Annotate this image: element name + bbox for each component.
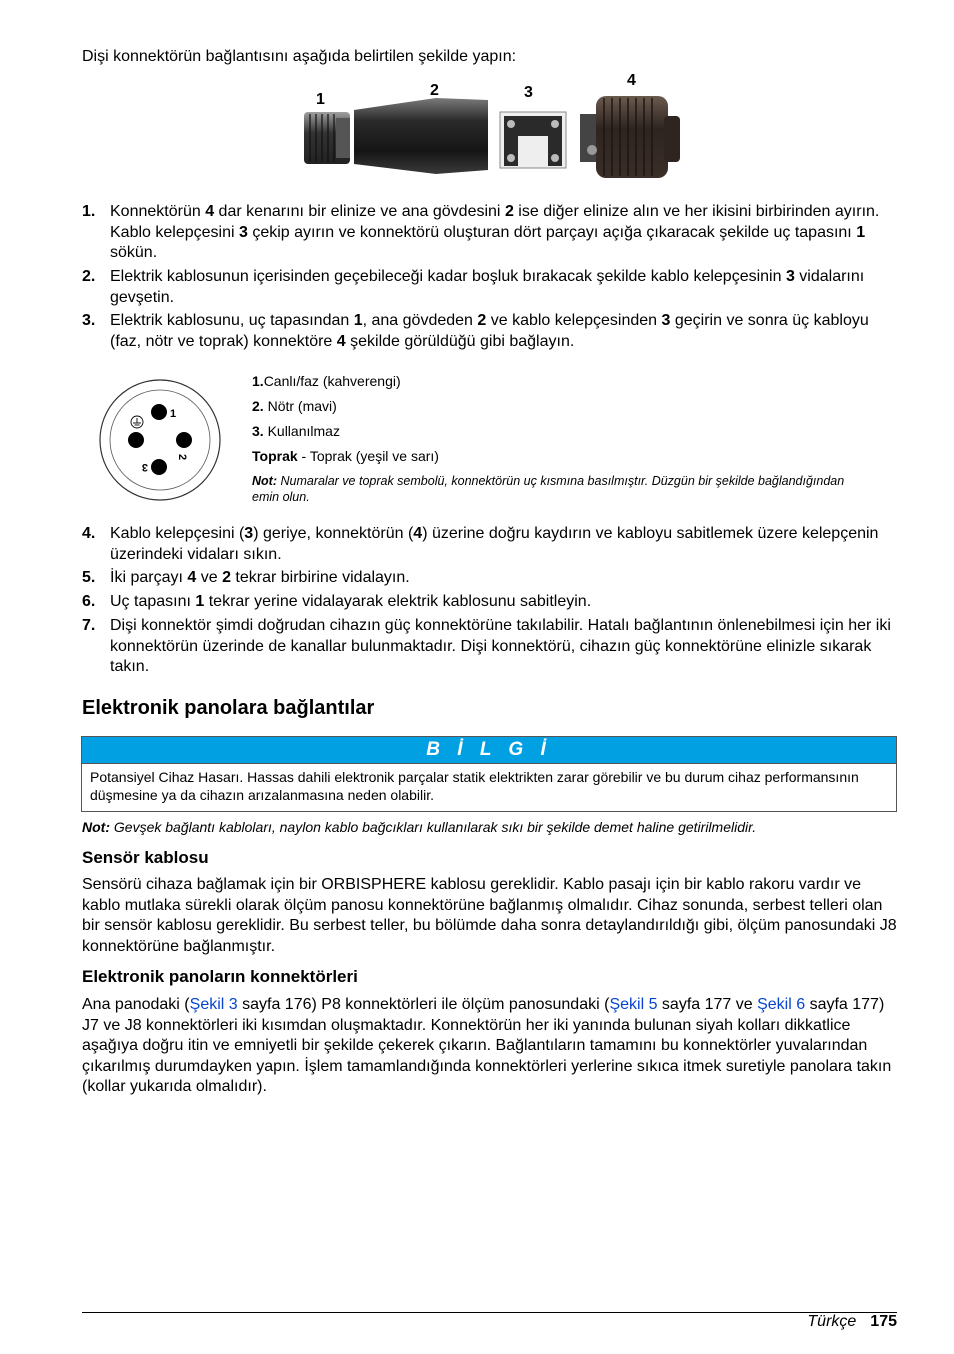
step-text: Uç tapasını	[110, 593, 196, 610]
step-text: tekrar yerine vidalayarak elektrik kablosunu sabitleyin.	[204, 593, 592, 610]
photo-label-4: 4	[627, 72, 636, 89]
photo-label-3: 3	[524, 84, 533, 101]
step-number: 2.	[82, 268, 96, 285]
connector-parts-photo	[296, 70, 686, 180]
step-4	[82, 524, 897, 565]
part-ref: 3	[661, 312, 671, 329]
part-2-main-body	[354, 98, 488, 174]
figure-5-link[interactable]: Şekil 5	[609, 996, 658, 1013]
legend-item: Toprak - Toprak (yeşil ve sarı)	[252, 448, 439, 464]
step-text: ) üzerine doğru kaydırın ve kabloyu sabitlemek üzere kelepçenin üzerindeki vidaları sıkın.	[110, 525, 879, 563]
cable-note: Not: Gevşek bağlantı kabloları, naylon kablo bağcıkları kullanılarak sıkı bir şekilde demet haline getirilmelidir.	[82, 819, 757, 835]
connector-pin-diagram	[98, 378, 222, 502]
footer-language: Türkçe	[807, 1313, 857, 1330]
part-ref: 3	[244, 525, 254, 542]
step-number: 3.	[82, 312, 96, 329]
figure-6-link[interactable]: Şekil 6	[757, 996, 806, 1013]
pin-label-3: 3	[141, 461, 148, 473]
pin-1	[151, 404, 167, 420]
step-text: ise diğer elinize alın ve her ikisini birbirinden ayırın. Kablo kelepçesini	[110, 203, 880, 241]
step-text: geçirin ve sonra üç kabloyu (faz, nötr ve toprak) konnektöre	[110, 312, 869, 350]
step-number: 7.	[82, 617, 96, 634]
part-ref: 4	[187, 569, 197, 586]
legend-item: 2. Nötr (mavi)	[252, 398, 337, 414]
step-text: Dişi konnektör şimdi doğrudan cihazın güç konnektörüne takılabilir. Hatalı bağlantının önlenebilmesi için her iki konnektörün üzerinde de kanallar bulunmaktadır. Dişi konnektörü, cihazın güç konnektörüne elinizle sıkarak takın.	[110, 617, 891, 675]
step-number: 6.	[82, 593, 96, 610]
sensor-cable-text: Sensörü cihaza bağlamak için bir ORBISPHERE kablosu gereklidir. Kablo pasajı için bir kablo rakoru vardır ve kablo mutlaka sürekli olarak ölçüm panosu konnektörüne bağlanmış olmalıdır. Cihaz sonunda, serbest telleri olan bir sensör kablosu gereklidir. Bu serbest teller, bu bölümde daha sonra detaylandırıldığı gibi, ölçüm panosundaki J8 konnektörüne bağlanmıştır.	[82, 876, 897, 955]
step-text: sökün.	[110, 244, 158, 261]
step-text: ve kablo kelepçesinden	[486, 312, 662, 329]
part-ref: 4	[205, 203, 215, 220]
panel-connectors-text: Ana panodaki (Şekil 3 sayfa 176) P8 konnektörleri ile ölçüm panosundaki (Şekil 5 sayfa 177 ve Şekil 6 sayfa 177) J7 ve J8 konnektörleri iki kısımdan oluşmaktadır. Konnektörün her iki yanında bulunan siyah kolları dikkatlice aşağıya doğru itin ve emniyetli bir şekilde çekerek çıkarın. Bağlantıların tamamını bu konnektörler yuvalarından çıkarılmış durumdayken yapın. İşlem tamamlandığında konnektörleri yerlerine sıkıca itmek suretiyle panolara takın (kollar yukarıda olmalıdır).	[82, 996, 892, 1095]
step-text: İki parçayı	[110, 569, 188, 586]
step-text: , ana gövdeden	[362, 312, 478, 329]
figure-3-link[interactable]: Şekil 3	[189, 996, 238, 1013]
part-ref: 1	[856, 223, 866, 241]
step-text: ) geriye, konnektörün (	[253, 525, 414, 542]
step-number: 1.	[82, 203, 96, 220]
legend-note: Not: Numaralar ve toprak sembolü, konnektörün uç kısmına basılmıştır. Düzgün bir şekilde bağlandığından emin olun.	[252, 474, 845, 504]
pin-label-1: 1	[170, 408, 177, 420]
step-text: Elektrik kablosunun içerisinden geçebileceği kadar boşluk bırakacak şekilde kablo kelepçesinin	[110, 268, 786, 285]
photo-label-1: 1	[316, 91, 325, 108]
step-7	[82, 616, 897, 678]
sensor-cable-heading: Sensör kablosu	[82, 848, 209, 867]
part-ref: 1	[195, 593, 205, 610]
pin-label-2: 2	[176, 454, 188, 461]
step-text: şekilde görüldüğü gibi bağlayın.	[345, 332, 575, 350]
section-title: Elektronik panolara bağlantılar	[82, 697, 375, 719]
part-ref: 2	[477, 312, 487, 329]
part-4-connector-head	[580, 96, 680, 178]
part-ref: 4	[336, 332, 346, 350]
page-footer	[807, 1312, 897, 1332]
part-ref: 3	[238, 223, 248, 241]
footer-divider	[82, 1312, 897, 1313]
legend-item: 1.Canlı/faz (kahverengi)	[252, 373, 401, 389]
step-text: Konnektörün	[110, 203, 206, 220]
part-1-end-cap	[304, 112, 350, 164]
step-5	[82, 568, 897, 589]
part-ref: 3	[785, 268, 795, 285]
pin-ground	[128, 432, 144, 448]
notice-text: Potansiyel Cihaz Hasarı. Hassas dahili elektronik parçalar statik elektrikten zarar görebilir ve bu durum cihaz performansının düşmesine ya da cihazın arızalanmasına neden olabilir.	[90, 769, 859, 803]
step-3	[82, 311, 897, 352]
step-text: çekip ayırın ve konnektörü oluşturan dört parçayı açığa çıkaracak şekilde uç tapasını	[247, 223, 857, 241]
step-text: tekrar birbirine vidalayın.	[230, 569, 410, 586]
panel-connectors-heading: Elektronik panoların konnektörleri	[82, 967, 358, 986]
notice-box	[81, 736, 897, 812]
part-ref: 2	[504, 203, 514, 220]
part-ref: 1	[353, 312, 363, 329]
step-text: dar kenarını bir elinize ve ana gövdesini	[214, 203, 505, 220]
part-ref: 2	[222, 569, 231, 586]
legend-item: 3. Kullanılmaz	[252, 423, 340, 439]
step-6	[82, 592, 897, 613]
step-text: ve	[196, 569, 223, 586]
pin-3	[151, 459, 167, 475]
intro-text: Dişi konnektörün bağlantısını aşağıda belirtilen şekilde yapın:	[82, 48, 517, 65]
step-number: 5.	[82, 569, 96, 586]
step-2	[82, 267, 897, 308]
notice-title: B İ L G İ	[82, 737, 896, 764]
step-1	[82, 202, 897, 264]
photo-label-2: 2	[430, 82, 439, 99]
pin-2	[176, 432, 192, 448]
step-text: Kablo kelepçesini (	[110, 525, 245, 542]
pin-legend	[252, 369, 852, 505]
page-number: 175	[870, 1313, 897, 1330]
part-ref: 4	[413, 525, 423, 542]
step-text: Elektrik kablosunu, uç tapasından	[110, 312, 354, 329]
part-3-cable-clamp	[500, 112, 566, 168]
step-number: 4.	[82, 525, 96, 542]
step-text: vidalarını gevşetin.	[110, 268, 865, 306]
